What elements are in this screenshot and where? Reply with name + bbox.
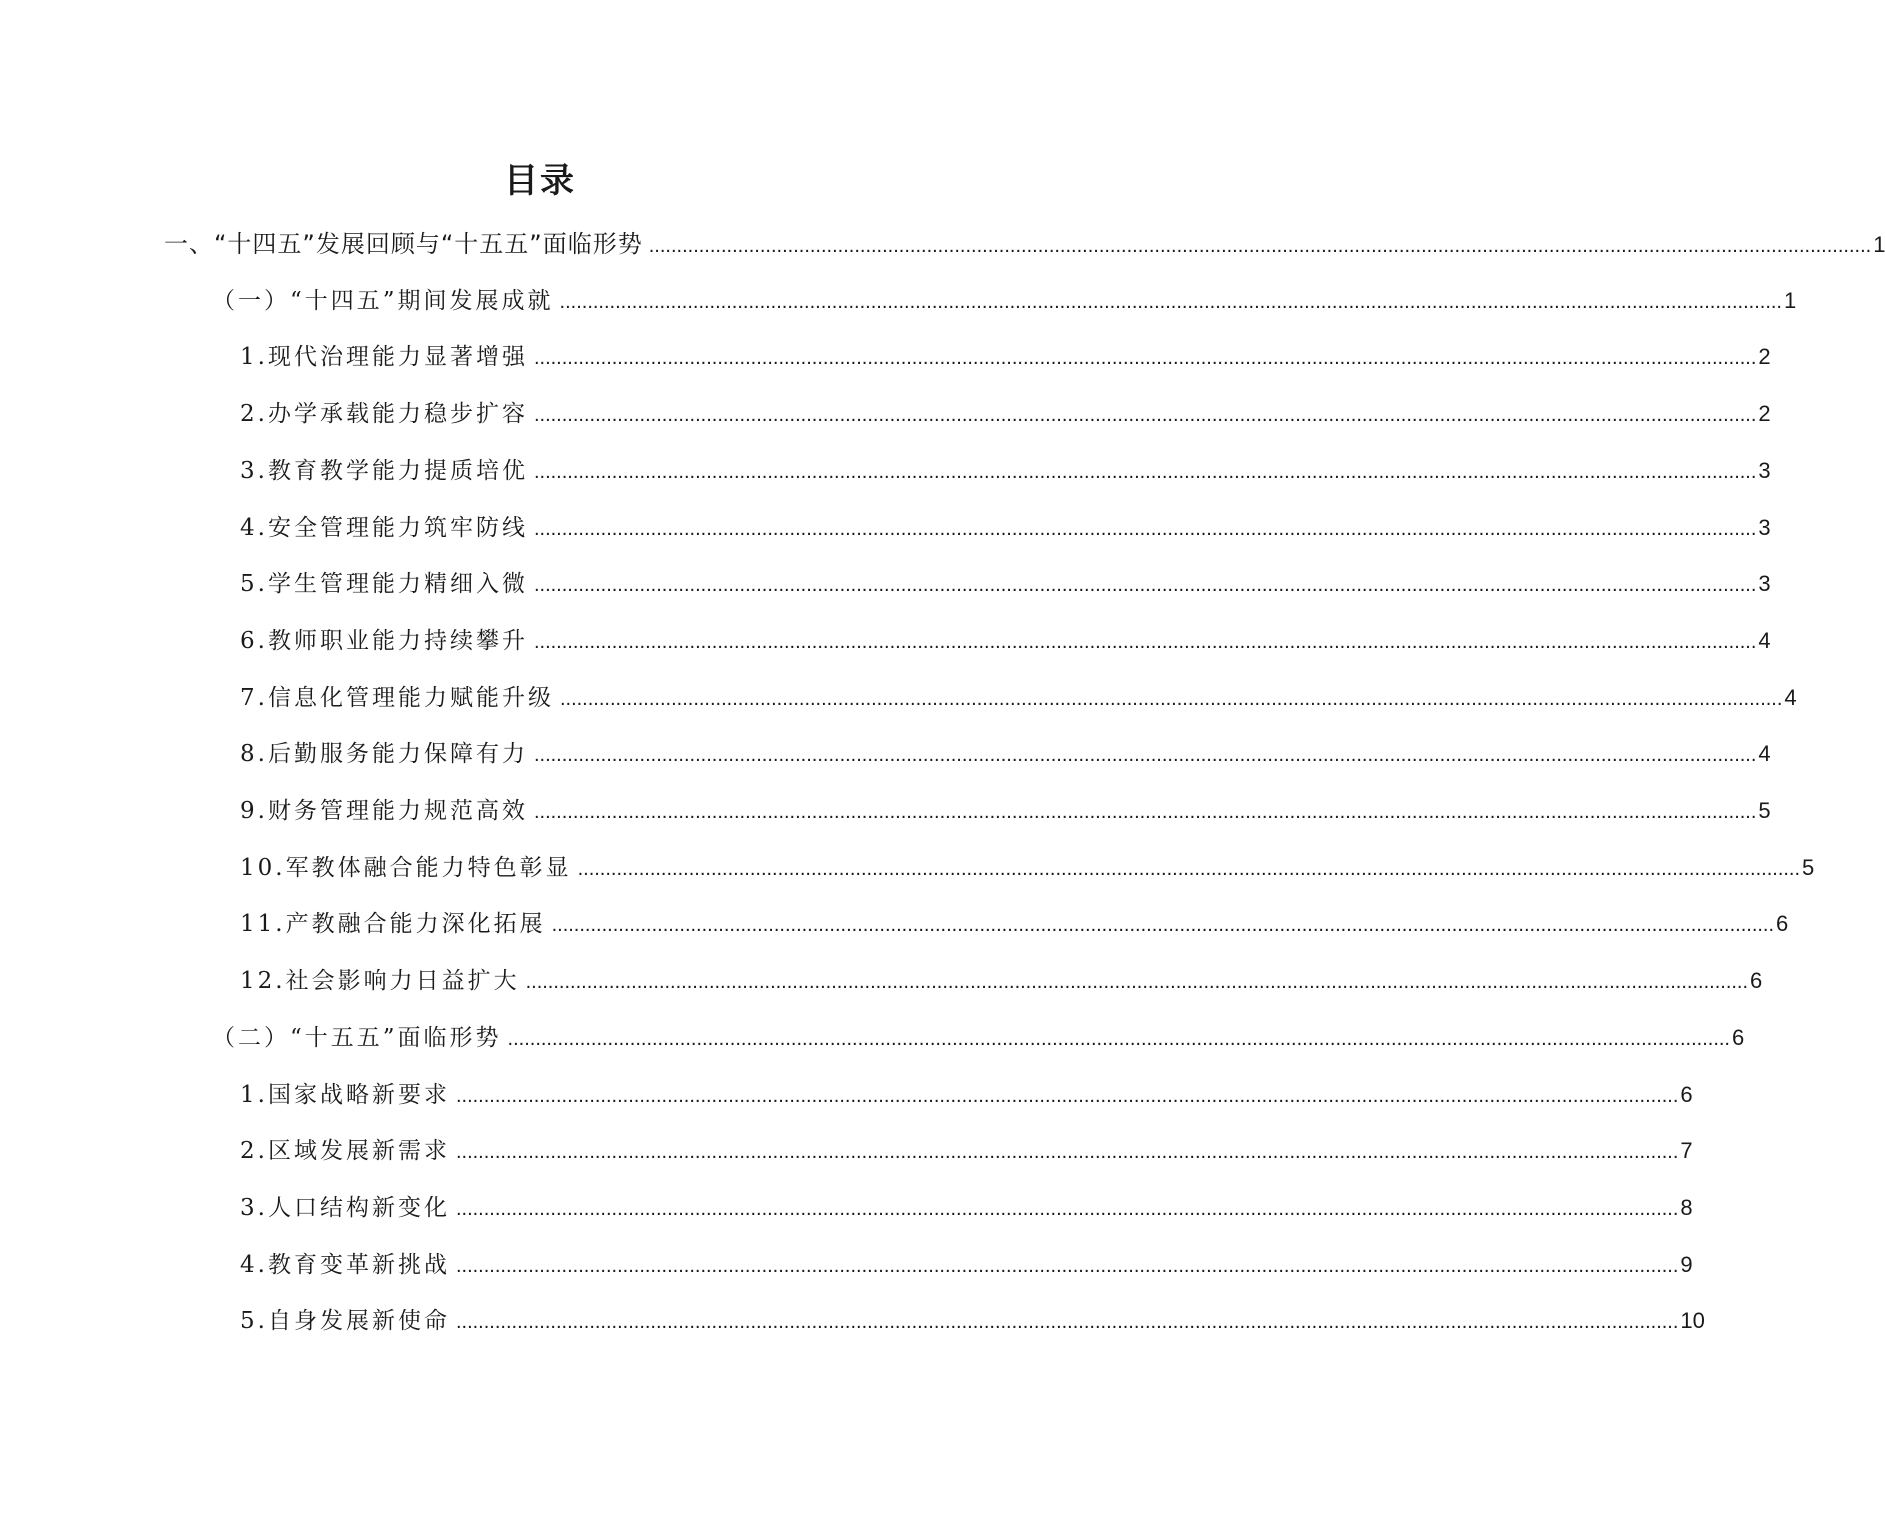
toc-page-number: 4 xyxy=(1758,741,1771,767)
toc-dot-leader: ............................................................................................................................................................................................................................ xyxy=(533,517,1757,540)
toc-page-number: 7 xyxy=(1680,1138,1693,1164)
toc-entry-title: 11.产教融合能力深化拓展 xyxy=(240,911,546,938)
toc-entry[interactable] xyxy=(240,394,1771,434)
toc-page-number: 4 xyxy=(1784,684,1797,710)
toc-dot-leader: ............................................................................................................................................................................................................................ xyxy=(533,347,1757,370)
toc-dot-leader: ............................................................................................................................................................................................................................ xyxy=(533,460,1757,483)
toc-entry[interactable] xyxy=(164,224,1885,264)
toc-page-number: 4 xyxy=(1758,627,1771,653)
toc-entry[interactable] xyxy=(240,961,1763,1001)
toc-entry-title: （一）“十四五”期间发展成就 xyxy=(212,287,554,314)
toc-title: 目录 xyxy=(504,160,576,201)
toc-dot-leader: ............................................................................................................................................................................................................................ xyxy=(525,971,1749,994)
toc-entry[interactable] xyxy=(240,1131,1693,1171)
toc-entry-title: 2.区域发展新需求 xyxy=(240,1138,450,1165)
toc-dot-leader: ............................................................................................................................................................................................................................ xyxy=(577,857,1801,880)
toc-entry-title: 一、“十四五”发展回顾与“十五五”面临形势 xyxy=(164,230,643,258)
toc-dot-leader: ............................................................................................................................................................................................................................ xyxy=(559,290,1782,313)
toc-page-number: 8 xyxy=(1680,1194,1693,1220)
toc-entry-title: 3.教育教学能力提质培优 xyxy=(240,457,528,484)
toc-entry[interactable] xyxy=(240,1075,1693,1115)
toc-page-number: 2 xyxy=(1758,401,1771,427)
toc-entry-title: 5.学生管理能力精细入微 xyxy=(240,571,528,598)
toc-entry-title: 12.社会影响力日益扩大 xyxy=(240,968,520,995)
toc-page-number: 5 xyxy=(1802,854,1815,880)
toc-page-number: 3 xyxy=(1758,571,1771,597)
toc-page-number: 5 xyxy=(1758,798,1771,823)
toc-entry-title: 1.国家战略新要求 xyxy=(240,1081,450,1108)
toc-entry[interactable] xyxy=(212,1018,1745,1058)
toc-page-number: 10 xyxy=(1680,1308,1705,1334)
toc-entry-title: （二）“十五五”面临形势 xyxy=(212,1024,502,1051)
toc-dot-leader: ............................................................................................................................................................................................................................ xyxy=(455,1141,1679,1164)
toc-page-number: 6 xyxy=(1776,911,1789,937)
toc-entry-title: 6.教师职业能力持续攀升 xyxy=(240,627,528,654)
toc-entry[interactable] xyxy=(240,564,1771,604)
toc-dot-leader: ............................................................................................................................................................................................................................ xyxy=(559,687,1783,710)
toc-dot-leader: ............................................................................................................................................................................................................................ xyxy=(455,1311,1679,1334)
toc-entry[interactable] xyxy=(240,848,1815,888)
toc-dot-leader: ............................................................................................................................................................................................................................ xyxy=(533,404,1757,427)
toc-entry-title: 4.教育变革新挑战 xyxy=(240,1251,450,1278)
toc-dot-leader: ............................................................................................................................................................................................................................ xyxy=(455,1084,1679,1107)
toc-dot-leader: ............................................................................................................................................................................................................................ xyxy=(533,744,1757,767)
toc-entry-title: 10.军教体融合能力特色彰显 xyxy=(240,854,572,881)
toc-page-number: 3 xyxy=(1758,457,1771,483)
toc-page-number: 1 xyxy=(1784,287,1797,313)
toc-entry-title: 2.办学承载能力稳步扩容 xyxy=(240,401,528,428)
toc-entry[interactable] xyxy=(240,904,1789,944)
toc-entry[interactable] xyxy=(212,281,1797,321)
toc-entry[interactable] xyxy=(240,1301,1705,1341)
toc-entry-title: 4.安全管理能力筑牢防线 xyxy=(240,514,528,541)
toc-page-number: 1 xyxy=(1873,232,1885,257)
toc-entry[interactable] xyxy=(240,508,1771,548)
toc-entry[interactable] xyxy=(240,621,1771,661)
toc-page-number: 6 xyxy=(1732,1024,1745,1050)
toc-entry[interactable] xyxy=(240,791,1771,831)
toc-page-number: 6 xyxy=(1680,1081,1693,1107)
toc-dot-leader: ............................................................................................................................................................................................................................ xyxy=(533,801,1757,823)
toc-entry-title: 5.自身发展新使命 xyxy=(240,1308,450,1335)
toc-entry[interactable] xyxy=(240,678,1797,718)
toc-page-number: 2 xyxy=(1758,344,1771,370)
toc-entry[interactable] xyxy=(240,337,1771,377)
toc-entry[interactable] xyxy=(240,734,1771,774)
toc-entry-title: 1.现代治理能力显著增强 xyxy=(240,344,528,371)
toc-page-number: 6 xyxy=(1750,968,1763,994)
toc-entry-title: 3.人口结构新变化 xyxy=(240,1194,450,1221)
toc-entry-title: 7.信息化管理能力赋能升级 xyxy=(240,684,554,711)
toc-entry[interactable] xyxy=(240,451,1771,491)
toc-entry[interactable] xyxy=(240,1245,1693,1285)
toc-dot-leader: ............................................................................................................................................................................................................................ xyxy=(507,1027,1730,1050)
toc-page-number: 3 xyxy=(1758,514,1771,540)
toc-dot-leader: ............................................................................................................................................................................................................................ xyxy=(551,914,1775,937)
toc-dot-leader: ............................................................................................................................................................................................................................ xyxy=(533,574,1757,597)
toc-dot-leader: ............................................................................................................................................................................................................................ xyxy=(455,1197,1679,1220)
toc-entry[interactable] xyxy=(240,1188,1693,1228)
toc-entry-title: 8.后勤服务能力保障有力 xyxy=(240,741,528,768)
toc-entry-title: 9.财务管理能力规范高效 xyxy=(240,798,528,824)
toc-dot-leader: ............................................................................................................................................................................................................................ xyxy=(533,630,1757,653)
toc-dot-leader: ............................................................................................................................................................................................................................ xyxy=(455,1254,1679,1277)
toc-page-number: 9 xyxy=(1680,1251,1693,1277)
toc-dot-leader: ............................................................................................................................................................................................................................ xyxy=(648,235,1872,257)
